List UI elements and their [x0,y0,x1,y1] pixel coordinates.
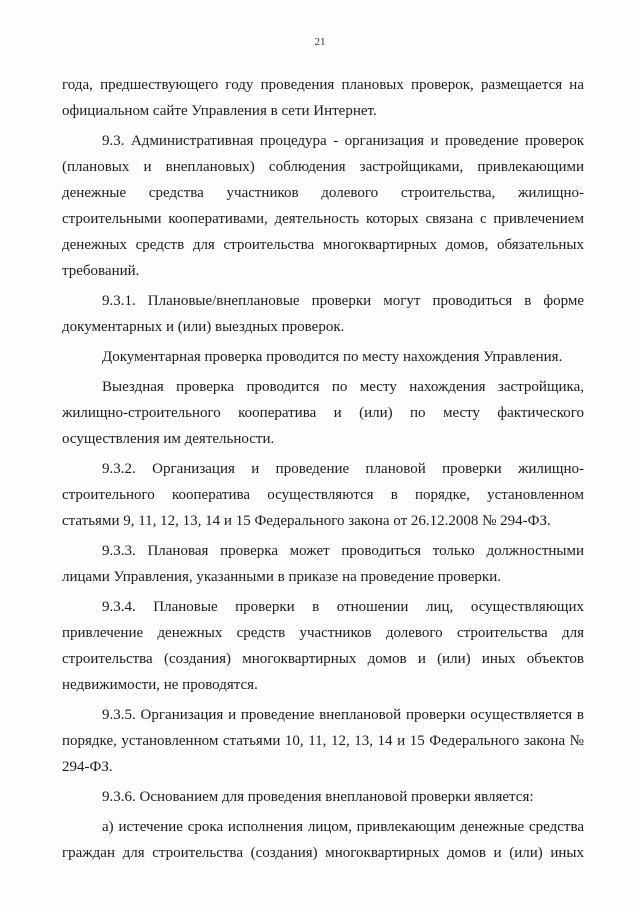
text-line: лицами Управления, указанными в приказе на проведение проверки. [62,569,501,585]
paragraph-first-line: 9.3.5. Организация и проведение внеплановой проверки осуществляется в [102,707,584,723]
text-line: строительства (создания) многоквартирных домов и (или) иных объектов [62,651,584,667]
text-line: привлечение денежных средств участников долевого строительства для [62,625,584,641]
text-line: (плановых и внеплановых) соблюдения застройщиками, привлекающими [62,159,584,175]
text-line: строительного кооператива осуществляются в порядке, установленном [62,487,584,503]
text-line: граждан для строительства (создания) многоквартирных домов и (или) иных [62,845,584,861]
document-body [62,72,584,866]
text-line: осуществления им деятельности. [62,431,275,447]
text-line: порядке, установленном статьями 10, 11, 12, 13, 14 и 15 Федерального закона № [62,733,584,749]
paragraph-first-line: 9.3.3. Плановая проверка может проводиться только должностными [102,543,584,559]
paragraph-first-line: Выездная проверка проводится по месту нахождения застройщика, [102,379,584,395]
paragraph-first-line: Документарная проверка проводится по месту нахождения Управления. [102,349,563,365]
text-line: строительными кооперативами, деятельность которых связана с привлечением [62,211,584,227]
text-line: недвижимости, не проводятся. [62,677,258,693]
text-line: года, предшествующего году проведения плановых проверок, размещается на [62,77,584,93]
paragraph-first-line: 9.3. Административная процедура - организация и проведение проверок [102,133,584,149]
text-line: статьями 9, 11, 12, 13, 14 и 15 Федерального закона от 26.12.2008 № 294-ФЗ. [62,513,551,529]
text-line: денежные средства участников долевого строительства, жилищно- [62,185,584,201]
paragraph-first-line: 9.3.2. Организация и проведение плановой проверки жилищно- [102,461,584,477]
paragraph-first-line: а) истечение срока исполнения лицом, привлекающим денежные средства [102,819,584,835]
text-line: документарных и (или) выездных проверок. [62,319,345,335]
text-line: денежных средств для строительства многоквартирных домов, обязательных [62,237,584,253]
page-number: 21 [314,36,326,48]
text-line: требований. [62,263,140,279]
paragraph-first-line: 9.3.4. Плановые проверки в отношении лиц, осуществляющих [102,599,584,615]
paragraph-first-line: 9.3.6. Основанием для проведения внеплановой проверки является: [102,789,534,805]
paragraph-first-line: 9.3.1. Плановые/внеплановые проверки могут проводиться в форме [102,293,584,309]
text-line: официальном сайте Управления в сети Интернет. [62,103,377,119]
text-line: жилищно-строительного кооператива и (или) по месту фактического [62,405,584,421]
text-line: 294-ФЗ. [62,759,113,775]
